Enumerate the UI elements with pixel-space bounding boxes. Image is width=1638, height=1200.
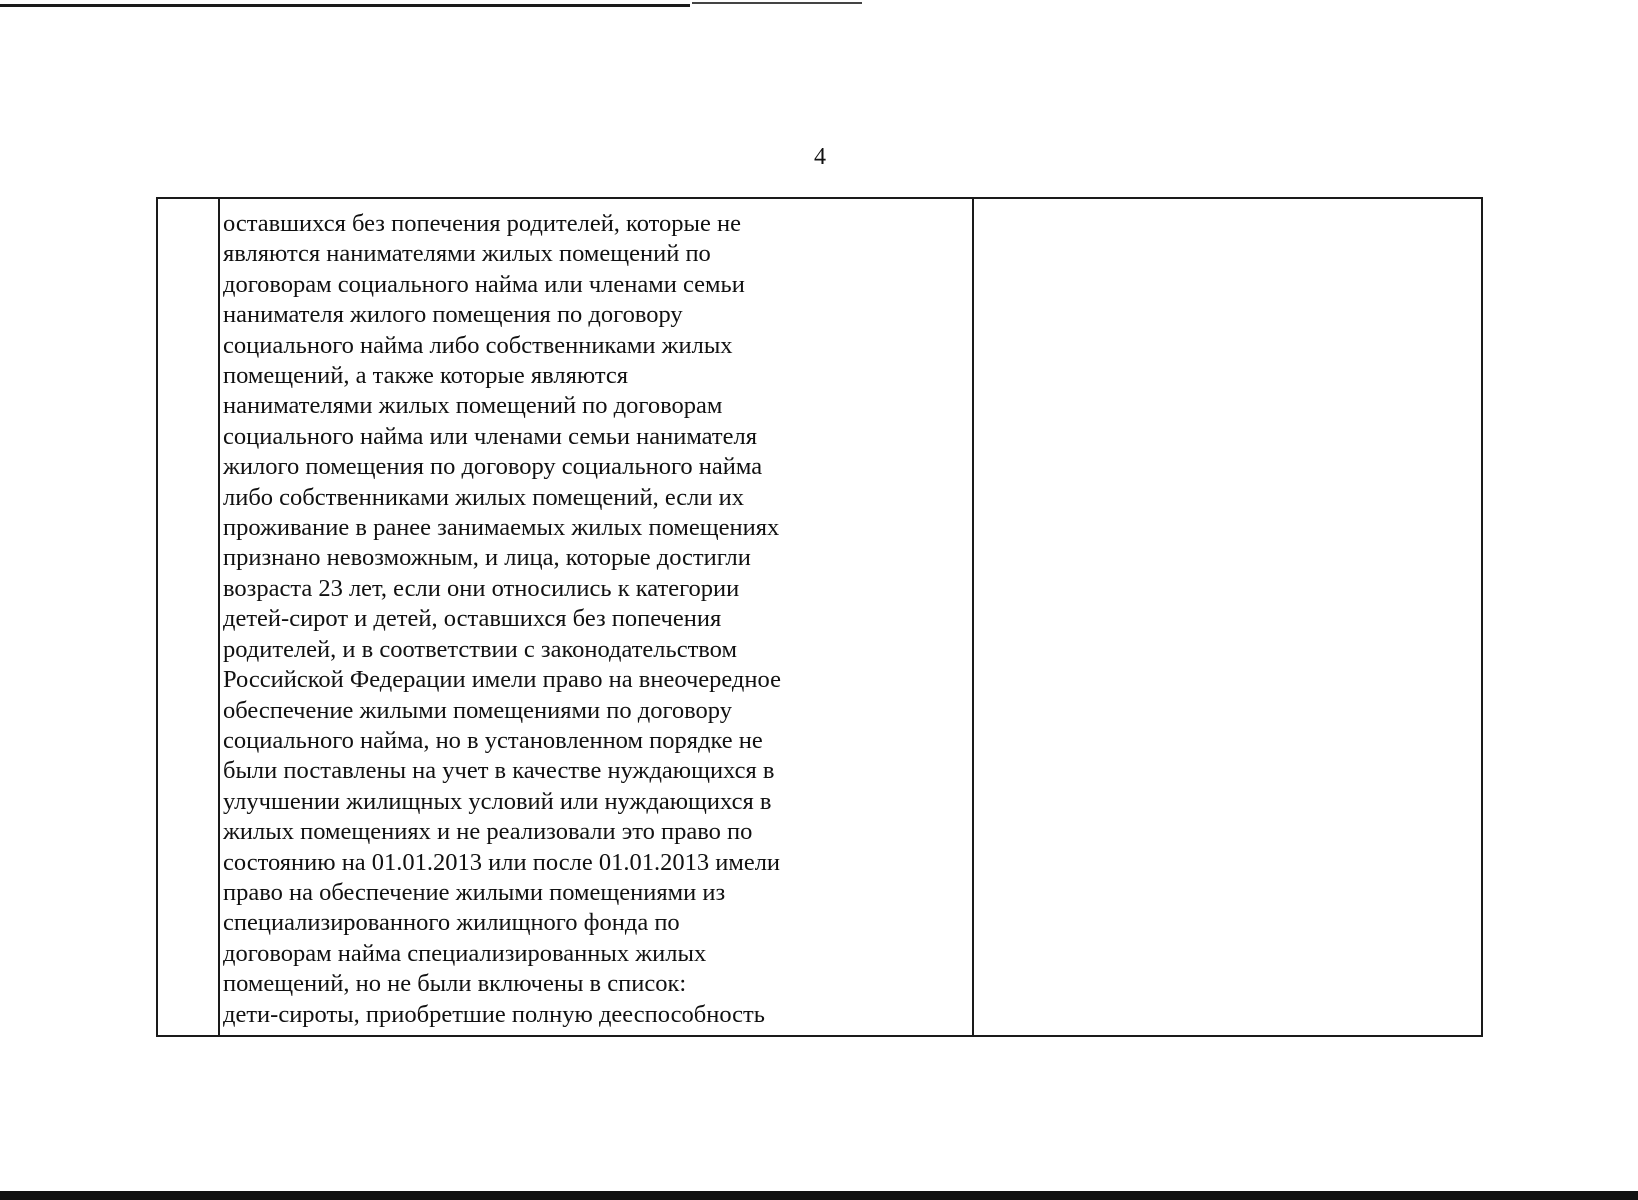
text-line: специализированного жилищного фонда по	[223, 909, 680, 937]
text-line: состоянию на 01.01.2013 или после 01.01.2013 имели	[223, 848, 781, 876]
text-line: признано невозможным, и лица, которые достигли	[223, 544, 751, 572]
page-number: 4	[814, 144, 826, 170]
scan-edge-top	[0, 4, 690, 7]
text-line: детей-сирот и детей, оставшихся без попечения	[223, 605, 722, 633]
scan-edge-bottom	[0, 1191, 1638, 1200]
text-line: договорам найма специализированных жилых	[223, 939, 707, 967]
text-line: улучшении жилищных условий или нуждающихся в	[223, 787, 772, 815]
table-cell-right	[974, 199, 1481, 1035]
text-line: социального найма, но в установленном порядке не	[223, 726, 763, 754]
text-line: оставшихся без попечения родителей, которые не	[223, 210, 741, 237]
text-line: возраста 23 лет, если они относились к категории	[223, 574, 740, 602]
text-line: родителей, и в соответствии с законодательством	[223, 635, 737, 663]
text-line: право на обеспечение жилыми помещениями из	[223, 878, 726, 906]
text-line: социального найма либо собственниками жилых	[223, 331, 733, 359]
text-line: Российской Федерации имели право на внеочередное	[223, 666, 781, 694]
text-line: помещений, а также которые являются	[223, 362, 629, 390]
text-line: обеспечение жилыми помещениями по договору	[223, 696, 732, 724]
text-line: жилого помещения по договору социального найма	[223, 453, 763, 481]
text-line: проживание в ранее занимаемых жилых помещениях	[223, 514, 780, 542]
table-cell-number	[158, 199, 220, 1035]
text-line: являются нанимателями жилых помещений по	[223, 240, 711, 268]
text-line: нанимателя жилого помещения по договору	[223, 301, 683, 329]
text-line: жилых помещениях и не реализовали это право по	[223, 818, 753, 846]
text-line: были поставлены на учет в качестве нуждающихся в	[223, 757, 775, 785]
table-cell-description	[220, 199, 974, 1035]
text-line: договорам социального найма или членами семьи	[223, 270, 745, 298]
text-line: социального найма или членами семьи нанимателя	[223, 422, 757, 450]
text-line: нанимателями жилых помещений по договорам	[223, 392, 723, 420]
scan-edge-top-fragment	[692, 2, 862, 4]
text-line: дети-сироты, приобретшие полную дееспособность	[223, 1000, 765, 1028]
text-line: либо собственниками жилых помещений, если их	[223, 483, 745, 511]
text-line: помещений, но не были включены в список:	[223, 970, 687, 998]
document-table	[156, 197, 1483, 1037]
